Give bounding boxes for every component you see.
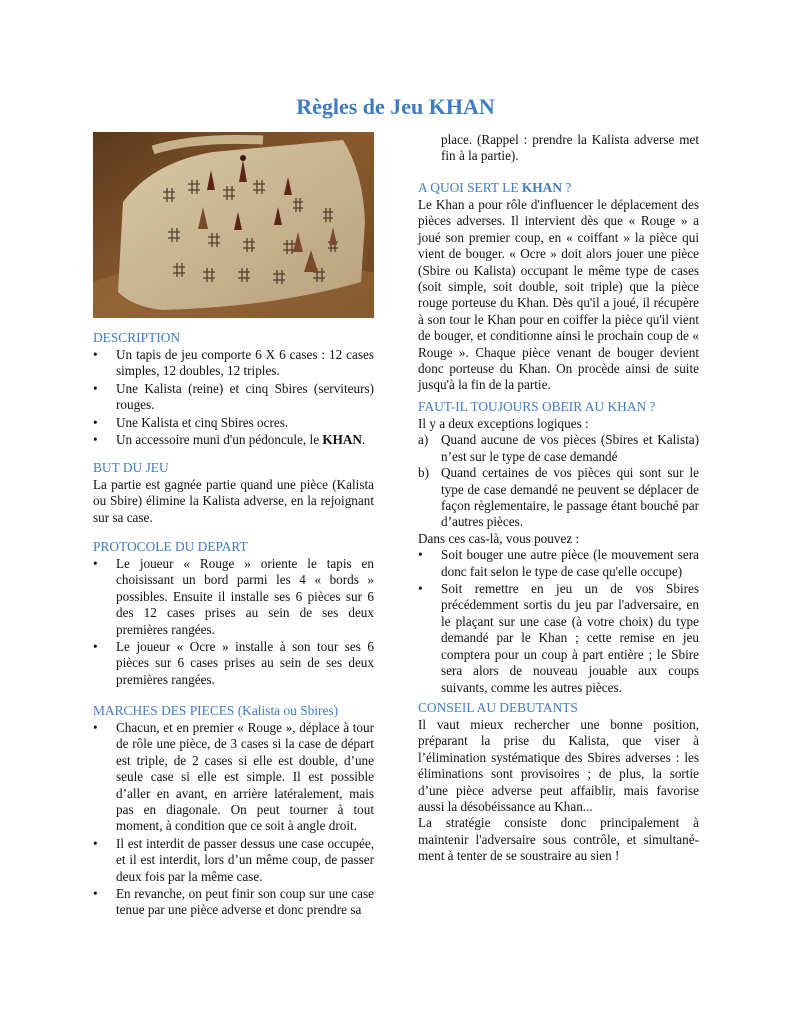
bullet-icon: • (93, 347, 98, 362)
bullet-icon: • (93, 556, 98, 571)
obeir-intro: Il y a deux exceptions logiques : (418, 416, 589, 431)
list-item: • Chacun, et en premier « Rouge », déplace à tour de rôle une pièce, de 3 cases si la case de départ est triple, de 2 cases si elle est double, d’une seule case si elle est simple. Il est possible d’aller en avant, en arrière latéralement, mais pas en diagonale. On peut tourner à tout moment, à condition que ce soit à angle droit. (93, 720, 374, 834)
list-item: a) Quand aucune de vos pièces (Sbires et Kalista) n’est sur le type de case demandé (418, 432, 699, 464)
list-item: • Un tapis de jeu comporte 6 X 6 cases : 12 cases simples, 12 doubles, 12 triples. (93, 347, 374, 379)
list-item: • Soit remettre en jeu un de vos Sbires précédemment sortis du jeu par l'adversaire, en le plaçant sur une case (à votre choix) du type demandé par le Khan ; cette remise en jeu comptera pour un coup à part entière ; le Sbire sera alors de nouveau jouable aux coups suivants, comme les autres pièces. (418, 581, 699, 695)
list-item: • En revanche, on peut finir son coup sur une case tenue par une pièce adverse et donc prendre sa (93, 886, 374, 918)
continuation-text: place. (Rappel : prendre la Kalista adverse met fin à la partie). (441, 132, 699, 164)
list-item: • Une Kalista et cinq Sbires ocres. (93, 414, 289, 430)
bullet-icon: • (93, 380, 98, 396)
bullet-icon: • (93, 432, 98, 448)
quoi-text: Le Khan a pour rôle d'influencer le déplacement des pièces adverses. Il intervient dès que « Rouge » a joué son premier coup, en « coiffant » la pièce qui vient de bouger. « Ocre » doit alors jouer une pièce (Sbire ou Kalista) occupant le même type de cases (soit simple, soit double, soit triple) que la pièce rouge porteuse du Khan. Dès qu'il a joué, il récupère à son tour le Khan pour en coiffer la pièce qu'il vient de bouger, et conditionne ainsi le prochain coup de « Rouge ». Chaque pièce venant de bouger devient donc porteuse du Khan. On procède ainsi de suite jusqu'à la fin de la partie. (418, 197, 699, 393)
but-section (93, 459, 374, 526)
obeir-cases: Dans ces cas-là, vous pouvez : (418, 530, 580, 546)
obeir-section (418, 398, 699, 697)
page-title: Règles de Jeu KHAN (296, 94, 495, 119)
bullet-icon: • (93, 639, 98, 655)
list-item: • Une Kalista (reine) et cinq Sbires (serviteurs) rouges. (93, 380, 374, 413)
bullet-icon: • (93, 835, 98, 851)
obeir-heading: FAUT-IL TOUJOURS OBEIR AU KHAN ? (418, 399, 656, 414)
list-item: • Le joueur « Rouge » oriente le tapis en choisissant un bord parmi les 4 « bords » possibles. Ensuite il installe ses 6 pièces sur 6 des 12 cases prises au sein de ses deux premières rangées. (93, 556, 374, 637)
quoi-section (418, 179, 699, 394)
marches-section (93, 702, 374, 920)
list-item: b) Quand certaines de vos pièces qui sont sur le type de case demandé ne peuvent se déplacer de façon règlementaire, le passage étant bouché par d’autres pièces. (418, 465, 699, 530)
bullet-icon: • (93, 886, 98, 902)
list-item: • Soit bouger une autre pièce (le mouvement sera donc fait selon le type de case qu'elle occupe) (418, 547, 699, 579)
protocole-heading: PROTOCOLE DU DEPART (93, 539, 248, 554)
but-heading: BUT DU JEU (93, 460, 169, 475)
bullet-icon: • (418, 581, 423, 597)
quoi-heading: A QUOI SERT LE KHAN ? (418, 180, 572, 195)
description-heading: DESCRIPTION (93, 330, 181, 345)
conseil-text-1: Il vaut mieux rechercher une bonne position, préparant la prise du Kalista, que viser à l’élimination systématique des Sbires adverses : les éliminations sont provisoires ; de plus, la sortie d’une pièce adverse peut affaiblir, mais favorise aussi la désobéissance au Khan... (418, 717, 699, 815)
marches-heading: MARCHES DES PIECES (Kalista ou Sbires) (93, 703, 339, 718)
conseil-heading: CONSEIL AU DEBUTANTS (418, 700, 578, 715)
description-section (93, 329, 374, 449)
conseil-text-2: La stratégie consiste donc principalement à maintenir l'adversaire sous contrôle, et simultané-ment à tenter de se soustraire au sien ! (418, 815, 699, 864)
conseil-section (418, 699, 699, 865)
list-item: • Un accessoire muni d'un pédoncule, le KHAN. (93, 432, 366, 448)
bullet-icon: • (418, 547, 423, 563)
bullet-icon: • (93, 720, 98, 735)
but-text: La partie est gagnée partie quand une pièce (Kalista ou Sbire) élimine la Kalista adverse, en la rejoignant sur sa case. (93, 477, 374, 525)
list-item: • Il est interdit de passer dessus une case occupée, et il est interdit, lors d’un même coup, de passer deux fois par la même case. (93, 835, 374, 884)
bullet-icon: • (93, 414, 98, 430)
protocole-section (93, 538, 374, 689)
game-board-photo (93, 132, 374, 318)
list-item: • Le joueur « Ocre » installe à son tour ses 6 pièces sur 6 cases prises au sein de ses deux premières rangées. (93, 639, 374, 687)
